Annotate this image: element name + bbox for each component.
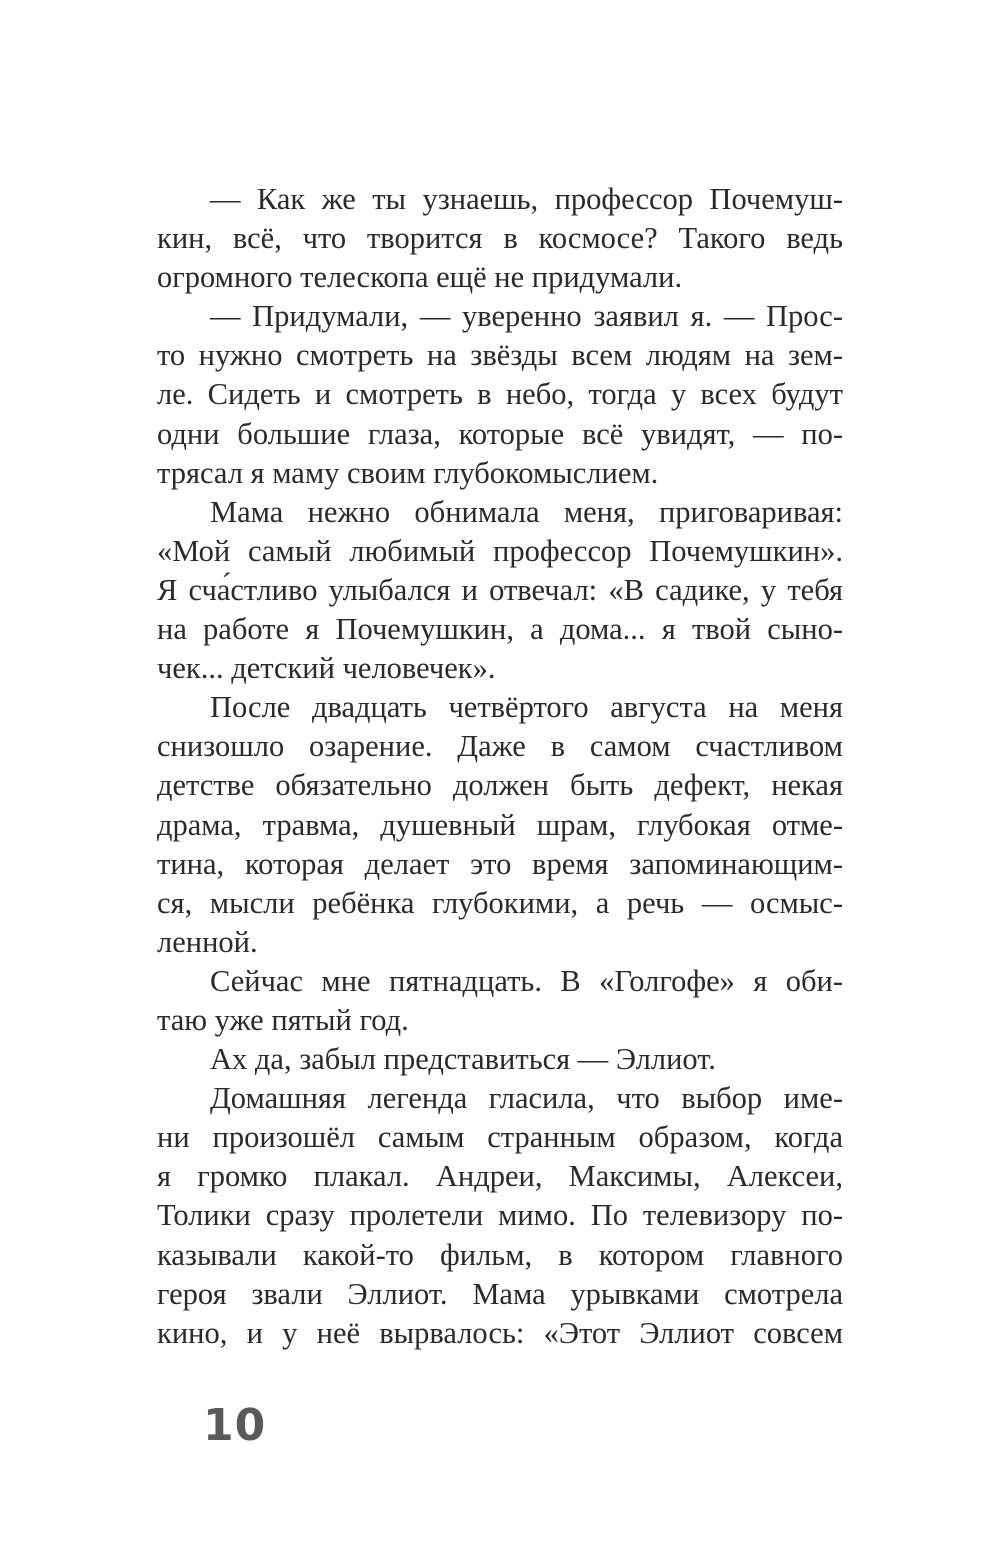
text-line: — Как же ты узнаешь, профессор Почемуш- xyxy=(210,182,843,216)
text-line: таю уже пятый год. xyxy=(157,1002,409,1037)
page-number: 10 xyxy=(203,1400,267,1451)
text-line: Домашняя легенда гласила, что выбор име- xyxy=(210,1081,843,1116)
text-line: ся, мысли ребёнка глубокими, а речь — осмыс- xyxy=(157,885,843,920)
text-line: то нужно смотреть на звёзды всем людям на зем- xyxy=(157,338,843,373)
text-line: Сейчас мне пятнадцать. В «Голгофе» я оби- xyxy=(210,963,843,998)
text-line: Толики сразу пролетели мимо. По телевизору по- xyxy=(157,1198,843,1233)
text-line: тина, которая делает это время запоминающим- xyxy=(157,846,843,881)
text-line: Мама нежно обнимала меня, приговаривая: xyxy=(210,494,843,529)
text-line: детстве обязательно должен быть дефект, некая xyxy=(157,768,843,803)
text-line: огромного телескопа ещё не придумали. xyxy=(157,260,683,295)
text-line: ни произошёл самым странным образом, когда xyxy=(157,1120,843,1155)
text-line: «Мой самый любимый профессор Почемушкин». xyxy=(157,533,843,568)
text-line: казывали какой-то фильм, в котором главного xyxy=(157,1237,843,1272)
text-line: Я сча́стливо улыбался и отвечал: «В садике, у тебя xyxy=(157,572,843,607)
text-line: ленной. xyxy=(157,924,258,959)
text-line: кино, и у неё вырвалось: «Этот Эллиот совсем xyxy=(157,1315,843,1350)
text-line: героя звали Эллиот. Мама урывками смотрела xyxy=(157,1276,843,1311)
text-line: Ах да, забыл представиться — Эллиот. xyxy=(210,1042,716,1077)
text-line: кин, всё, что творится в космосе? Такого ведь xyxy=(157,221,843,256)
text-line: на работе я Почемушкин, а дома... я твой сыно- xyxy=(157,612,843,647)
text-line: снизошло озарение. Даже в самом счастливом xyxy=(157,729,843,764)
text-line: — Придумали, — уверенно заявил я. — Прос- xyxy=(210,299,843,334)
text-line: драма, травма, душевный шрам, глубокая отме- xyxy=(157,807,843,842)
text-line: я громко плакал. Андреи, Максимы, Алексеи, xyxy=(157,1159,843,1194)
text-line: одни большие глаза, которые всё увидят, — по- xyxy=(157,416,843,451)
text-line: ле. Сидеть и смотреть в небо, тогда у всех будут xyxy=(157,377,843,412)
text-line: трясал я маму своим глубокомыслием. xyxy=(157,455,659,490)
body-text xyxy=(157,180,843,1353)
text-line: После двадцать четвёртого августа на меня xyxy=(210,690,843,725)
text-line: чек... детский человечек». xyxy=(157,651,496,686)
